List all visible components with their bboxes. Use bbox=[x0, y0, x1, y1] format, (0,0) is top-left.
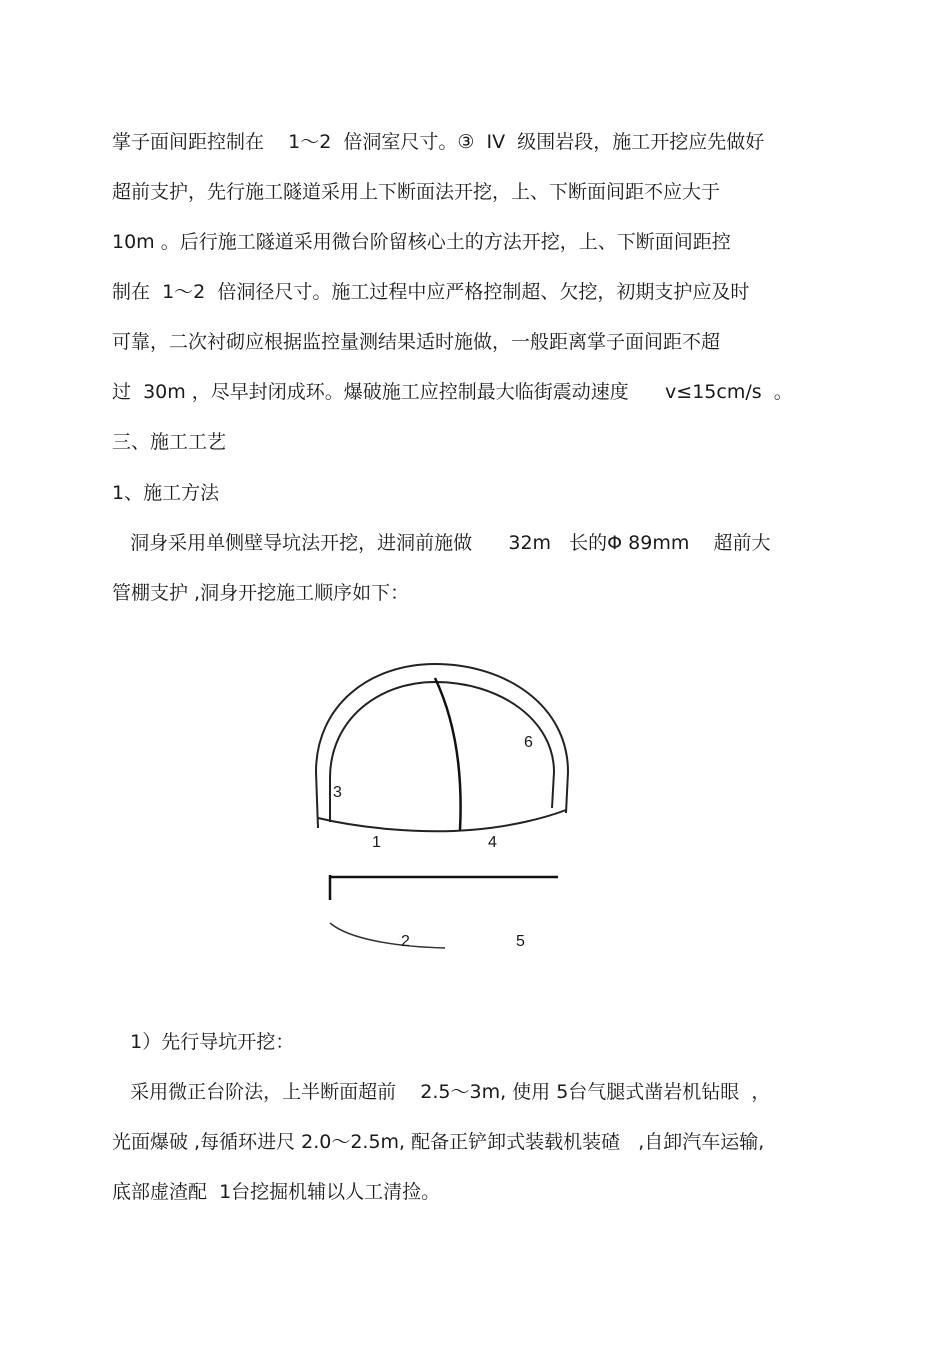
body-line: 超前支护，先行施工隧道采用上下断面法开挖，上、下断面间距不应大于 bbox=[112, 181, 721, 203]
body-line: 10m 。后行施工隧道采用微台阶留核心土的方法开挖，上、下断面间距控 bbox=[112, 231, 731, 253]
body-line: 过 30m ，尽早封闭成环。爆破施工应控制最大临街震动速度 v≤15cm/s 。 bbox=[112, 381, 793, 403]
inner-arch-contour bbox=[330, 682, 554, 822]
step-title: 1）先行导坑开挖： bbox=[112, 1031, 295, 1053]
step-line: 底部虚渣配 1台挖掘机辅以人工清捡。 bbox=[112, 1181, 441, 1203]
lower-invert-curve bbox=[330, 923, 445, 948]
step-line: 光面爆破 ,每循环进尺 2.0～2.5m, 配备正铲卸式装载机装碴 ,自卸汽车运输, bbox=[112, 1131, 765, 1153]
step-line: 采用微正台阶法，上半断面超前 2.5～3m, 使用 5台气腿式凿岩机钻眼 ， bbox=[112, 1081, 771, 1103]
invert-curve bbox=[318, 810, 566, 831]
bench-line bbox=[330, 875, 558, 900]
method-line: 管棚支护 ,洞身开挖施工顺序如下： bbox=[112, 582, 410, 604]
body-line: 掌子面间距控制在 1～2 倍洞室尺寸。③ IV 级围岩段，施工开挖应先做好 bbox=[112, 131, 765, 153]
subsection-title: 1、施工方法 bbox=[112, 482, 220, 504]
body-line: 可靠，二次衬砌应根据监控量测结果适时施做，一般距离掌子面间距不超 bbox=[112, 331, 721, 353]
fig-label-3: 3 bbox=[333, 784, 342, 801]
fig-label-5: 5 bbox=[516, 933, 525, 950]
section-title: 三、施工工艺 bbox=[112, 431, 227, 453]
fig-label-4: 4 bbox=[488, 834, 497, 851]
temporary-side-wall bbox=[435, 678, 461, 830]
body-line: 制在 1～2 倍洞径尺寸。施工过程中应严格控制超、欠挖，初期支护应及时 bbox=[112, 281, 750, 303]
method-line: 洞身采用单侧壁导坑法开挖，进洞前施做 32m 长的Φ 89mm 超前大 bbox=[112, 532, 771, 554]
fig-label-2: 2 bbox=[401, 933, 410, 950]
tunnel-excavation-sequence-diagram bbox=[300, 650, 580, 960]
fig-label-6: 6 bbox=[524, 734, 533, 751]
fig-label-1: 1 bbox=[372, 834, 381, 851]
